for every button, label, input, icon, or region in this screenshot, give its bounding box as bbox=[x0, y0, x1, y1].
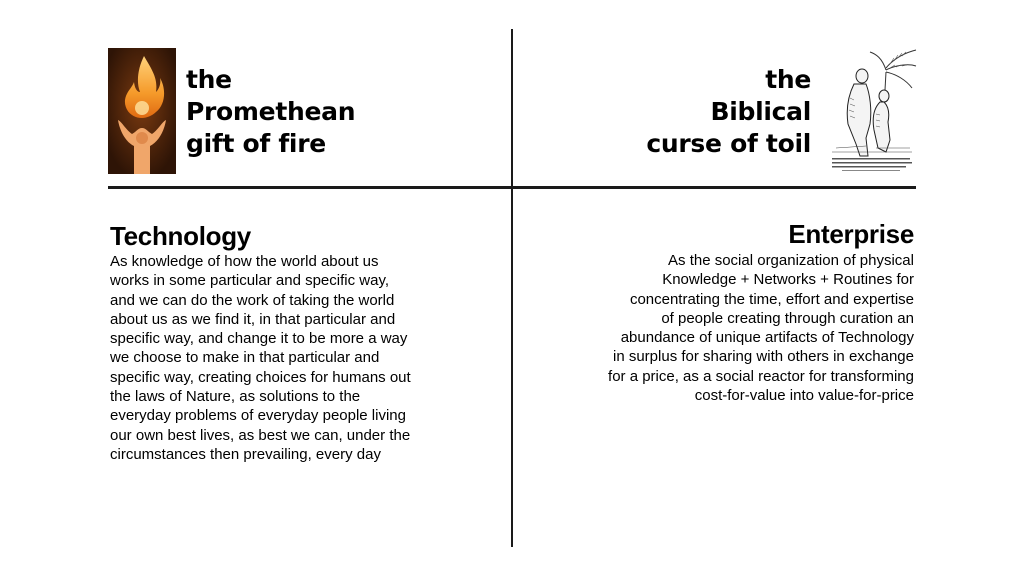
heading-line: Promethean bbox=[186, 97, 356, 126]
enterprise-title: Enterprise bbox=[788, 219, 914, 249]
body-line: we choose to make in that particular and bbox=[110, 349, 380, 367]
enterprise-body bbox=[574, 251, 914, 405]
horizontal-divider bbox=[108, 186, 916, 189]
body-line: abundance of unique artifacts of Technology bbox=[620, 329, 914, 347]
heading-line: Biblical bbox=[710, 97, 811, 126]
body-line: and we can do the work of taking the world bbox=[110, 291, 395, 309]
body-line: cost-for-value into value-for-price bbox=[694, 387, 914, 405]
heading-line: curse of toil bbox=[646, 129, 811, 158]
body-line: our own best lives, as best we can, under the bbox=[110, 426, 411, 444]
hands-holding-flame-icon bbox=[108, 48, 176, 174]
adam-and-eve-engraving-icon bbox=[826, 48, 918, 174]
body-line: works in some particular and specific way, bbox=[110, 272, 389, 290]
body-line: As knowledge of how the world about us bbox=[110, 253, 379, 270]
body-line: everyday problems of everyday people living bbox=[110, 407, 406, 425]
body-line: in surplus for sharing with others in exchange bbox=[613, 348, 914, 366]
biblical-heading bbox=[600, 64, 811, 160]
body-line: of people creating through curation an bbox=[661, 309, 914, 327]
body-line: circumstances then prevailing, every day bbox=[110, 445, 381, 463]
technology-body bbox=[110, 252, 450, 464]
body-line: the laws of Nature, as solutions to the bbox=[110, 388, 361, 406]
body-line: As the social organization of physical bbox=[668, 252, 914, 269]
body-line: about us as we find it, in that particular and bbox=[110, 310, 396, 328]
heading-line: the bbox=[186, 65, 232, 94]
body-line: Knowledge + Networks + Routines for bbox=[662, 271, 914, 289]
heading-line: gift of fire bbox=[186, 129, 326, 158]
body-line: specific way, and change it to be more a way bbox=[110, 330, 408, 348]
promethean-heading bbox=[186, 64, 416, 160]
body-line: concentrating the time, effort and expertise bbox=[629, 290, 914, 308]
heading-line: the bbox=[765, 65, 811, 94]
technology-title: Technology bbox=[110, 221, 251, 251]
body-line: for a price, as a social reactor for transforming bbox=[608, 367, 914, 385]
vertical-divider bbox=[511, 29, 513, 547]
body-line: specific way, creating choices for humans out bbox=[110, 368, 411, 386]
